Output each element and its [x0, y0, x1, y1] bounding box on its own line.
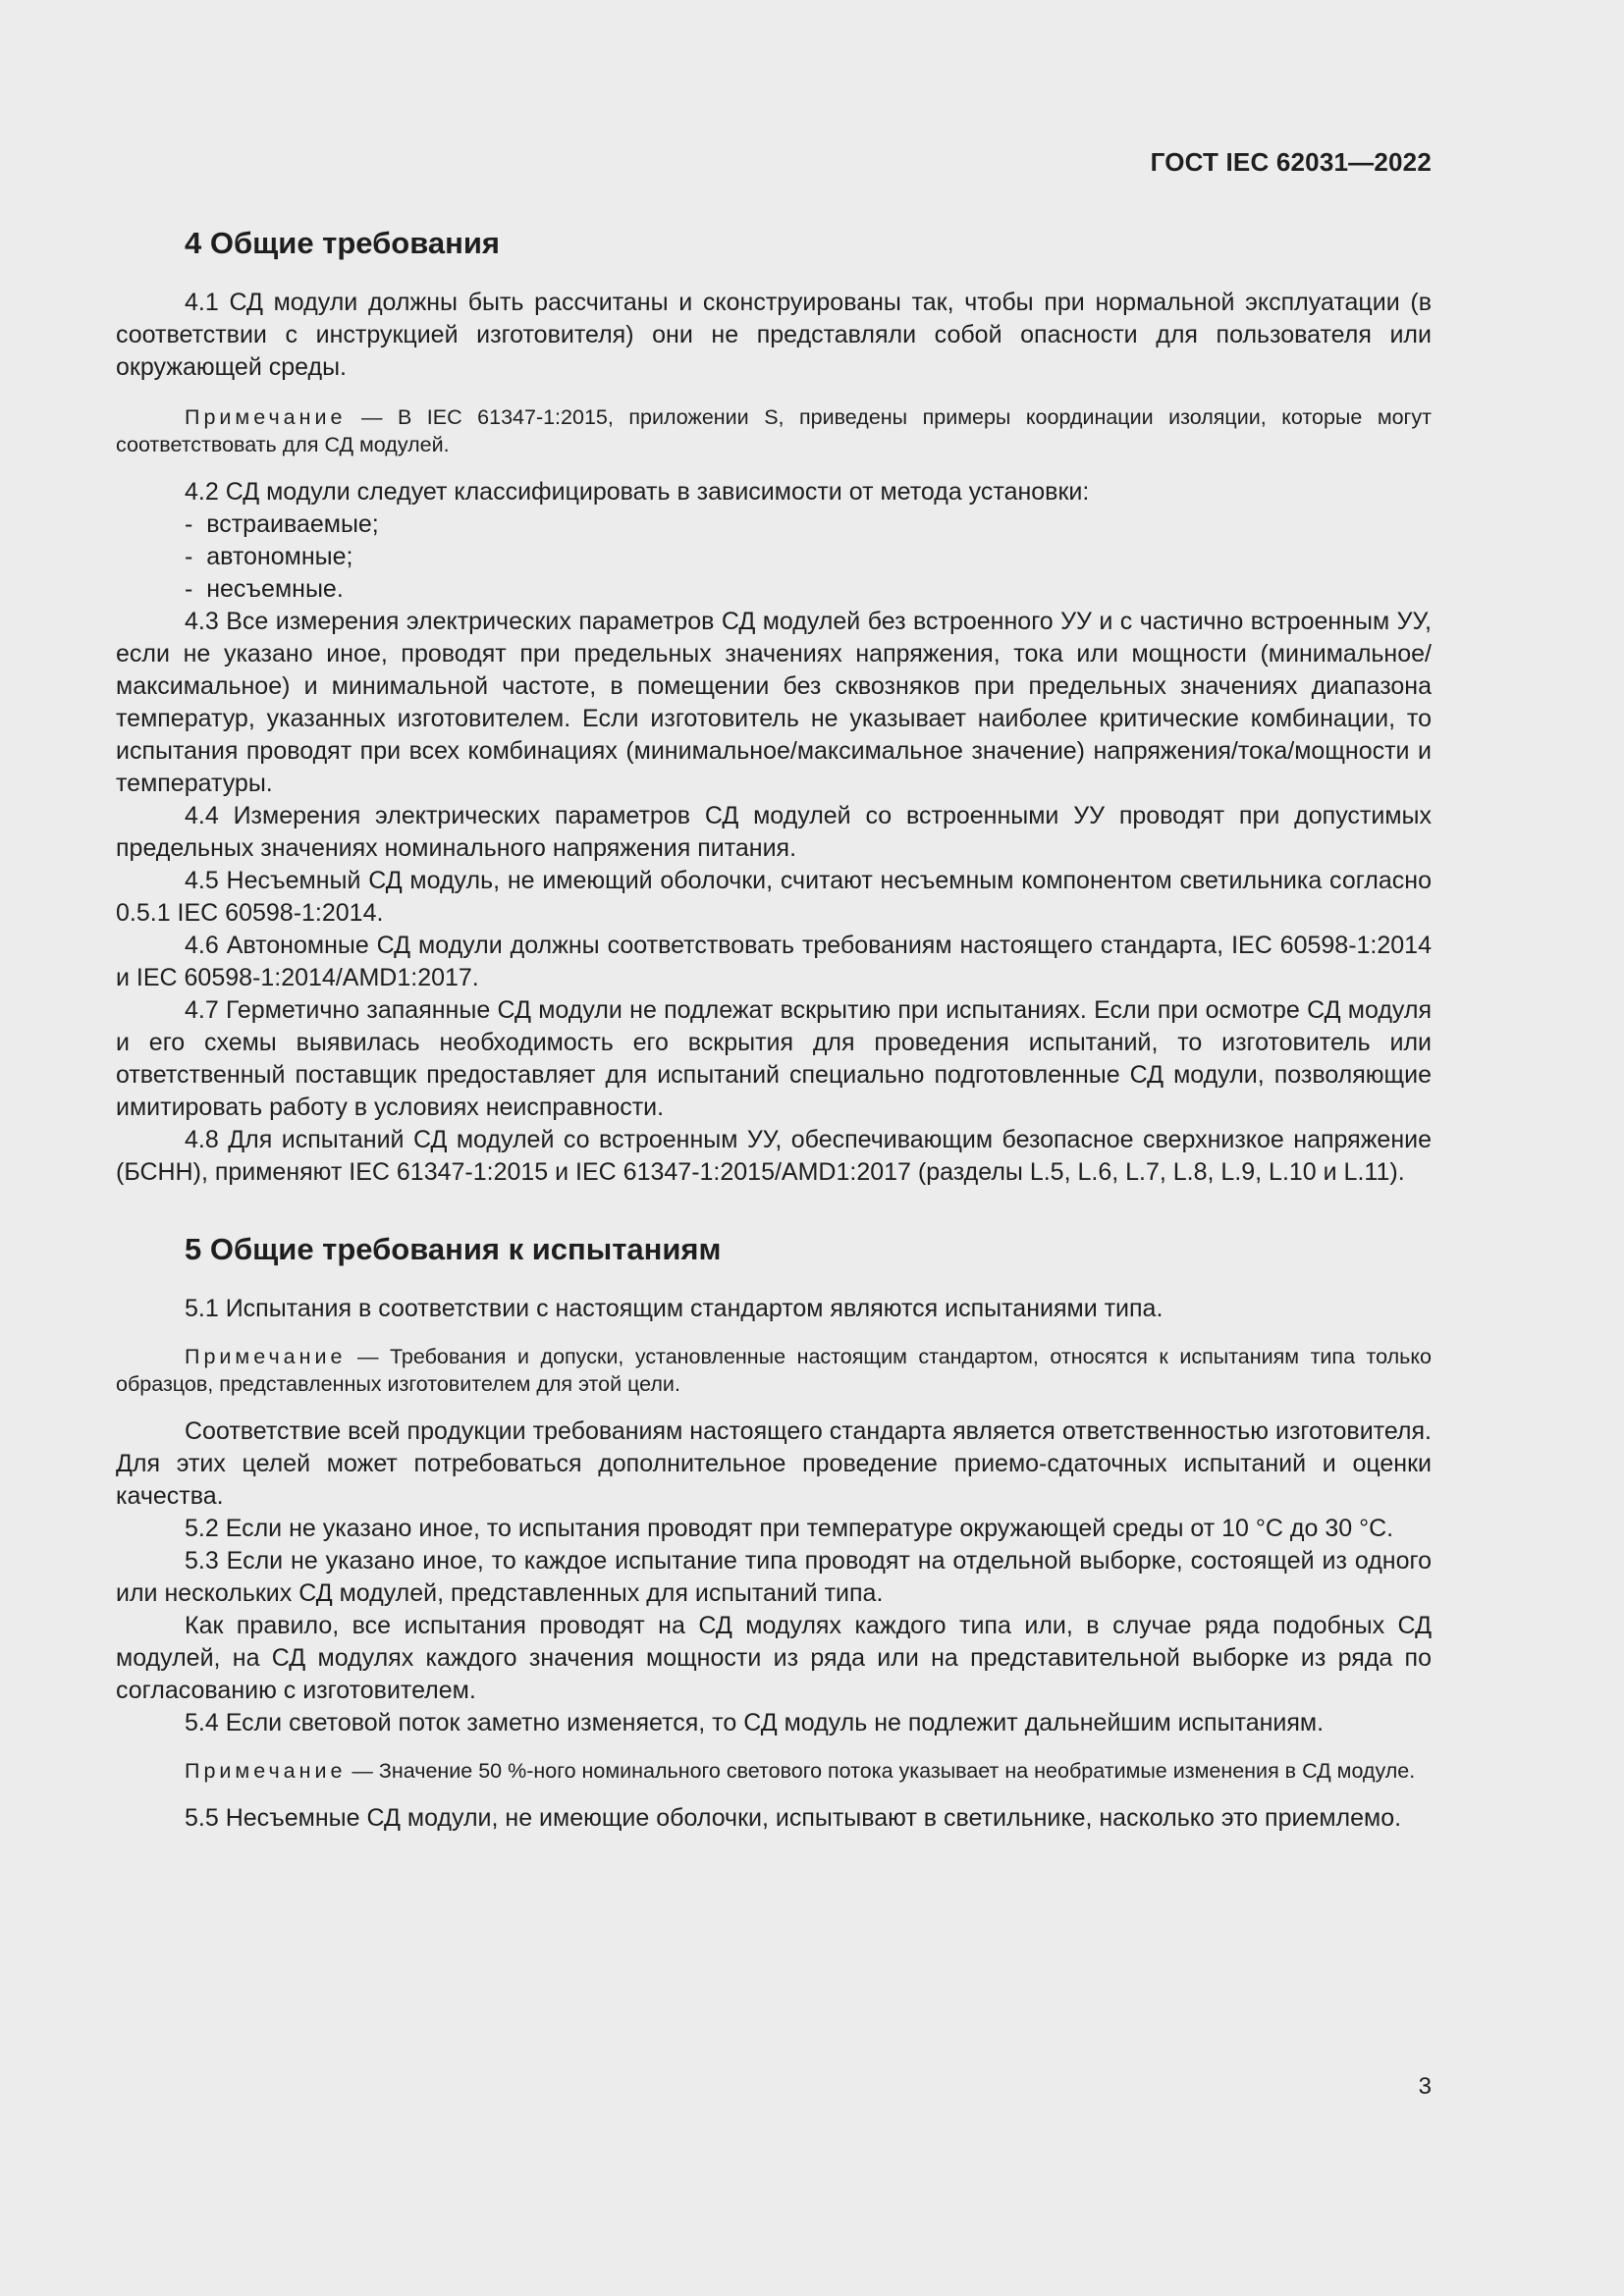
paragraph-conformity: Соответствие всей продукции требованиям настоящего стандарта является ответственностью изготовителя. Для этих целей может потребоваться дополнительное проведение приемо-сдаточных испытаний и оценки качества. — [116, 1417, 1432, 1510]
list-item: - автономные; — [185, 541, 1432, 573]
page-number: 3 — [1418, 2073, 1432, 2100]
document-code: ГОСТ IEC 62031—2022 — [1150, 147, 1432, 177]
paragraph-4-6: 4.6 Автономные СД модули должны соответствовать требованиям настоящего стандарта, IEC 60598-1:2014 и IEC 60598-1:2014/AMD1:2017. — [116, 932, 1432, 991]
note-label: Примечание — [185, 1345, 347, 1368]
document-page — [116, 0, 1432, 2296]
paragraph-4-8: 4.8 Для испытаний СД модулей со встроенным УУ, обеспечивающим безопасное сверхнизкое напряжение (БСНН), применяют IEC 61347-1:2015 и IEC 61347-1:2015/AMD1:2017 (разделы L.5, L.6, L.7, L.8, L.9, L.10 и L.11). — [116, 1126, 1432, 1186]
paragraph-5-5: 5.5 Несъемные СД модули, не имеющие оболочки, испытывают в светильнике, насколько это приемлемо. — [185, 1804, 1402, 1832]
paragraph-rule: Как правило, все испытания проводят на СД модулях каждого типа или, в случае ряда подобных СД модулей, на СД модулях каждого значения мощности из ряда или на представительной выборке из ряда по согласованию с изготовителем. — [116, 1612, 1432, 1704]
page-content — [116, 224, 1432, 1835]
paragraph-4-4: 4.4 Измерения электрических параметров СД модулей со встроенными УУ проводят при допустимых предельных значениях номинального напряжения питания. — [116, 802, 1432, 862]
note-text: — Требования и допуски, установленные настоящим стандартом, относятся к испытаниям типа только образцов, представленных изготовителем для этой цели. — [116, 1345, 1432, 1396]
note-text: — Значение 50 %-ного номинального светового потока указывает на необратимые изменения в СД модуле. — [346, 1759, 1416, 1783]
note-text: — В IEC 61347-1:2015, приложении S, приведены примеры координации изоляции, которые могут соответствовать для СД модулей. — [116, 405, 1432, 456]
note-5-4 — [116, 1757, 1432, 1785]
installation-type-list — [116, 508, 1432, 606]
note-label: Примечание — [185, 405, 347, 429]
paragraph-5-1: 5.1 Испытания в соответствии с настоящим стандартом являются испытаниями типа. — [185, 1295, 1164, 1322]
paragraph-5-4: 5.4 Если световой поток заметно изменяется, то СД модуль не подлежит дальнейшим испытаниям. — [185, 1709, 1325, 1736]
list-item: - встраиваемые; — [185, 508, 1432, 541]
paragraph-4-3: 4.3 Все измерения электрических параметров СД модулей без встроенного УУ и с частично встроенным УУ, если не указано иное, проводят при предельных значениях напряжения, тока или мощности (минимальное/максимальное) и минимальной частоте, в помещении без сквозняков при предельных значениях диапазона температур, указанных изготовителем. Если изготовитель не указывает наиболее критические комбинации, то испытания проводят при всех комбинациях (минимальное/максимальное значение) напряжения/тока/мощности и температуры. — [116, 608, 1432, 797]
section-4-heading: 4 Общие требования — [185, 226, 500, 260]
paragraph-5-3: 5.3 Если не указано иное, то каждое испытание типа проводят на отдельной выборке, состоящей из одного или нескольких СД модулей, представленных для испытаний типа. — [116, 1547, 1432, 1607]
paragraph-5-2: 5.2 Если не указано иное, то испытания проводят при температуре окружающей среды от 10 °C до 30 °C. — [185, 1515, 1394, 1542]
paragraph-4-2: 4.2 СД модули следует классифицировать в зависимости от метода установки: — [185, 478, 1090, 506]
paragraph-4-5: 4.5 Несъемный СД модуль, не имеющий оболочки, считают несъемным компонентом светильника согласно 0.5.1 IEC 60598-1:2014. — [116, 867, 1432, 927]
list-item: - несъемные. — [185, 573, 1432, 606]
section-5-heading: 5 Общие требования к испытаниям — [185, 1232, 722, 1266]
note-4-1 — [116, 403, 1432, 458]
note-label: Примечание — [185, 1759, 347, 1783]
paragraph-4-7: 4.7 Герметично запаянные СД модули не подлежат вскрытию при испытаниях. Если при осмотре СД модуля и его схемы выявилась необходимость его вскрытия для проведения испытаний, то изготовитель или ответственный поставщик предоставляет для испытаний специально подготовленные СД модули, позволяющие имитировать работу в условиях неисправности. — [116, 996, 1432, 1121]
paragraph-4-1: 4.1 СД модули должны быть рассчитаны и сконструированы так, чтобы при нормальной эксплуатации (в соответствии с инструкцией изготовителя) они не представляли собой опасности для пользователя или окружающей среды. — [116, 289, 1432, 381]
note-5-1 — [116, 1343, 1432, 1398]
